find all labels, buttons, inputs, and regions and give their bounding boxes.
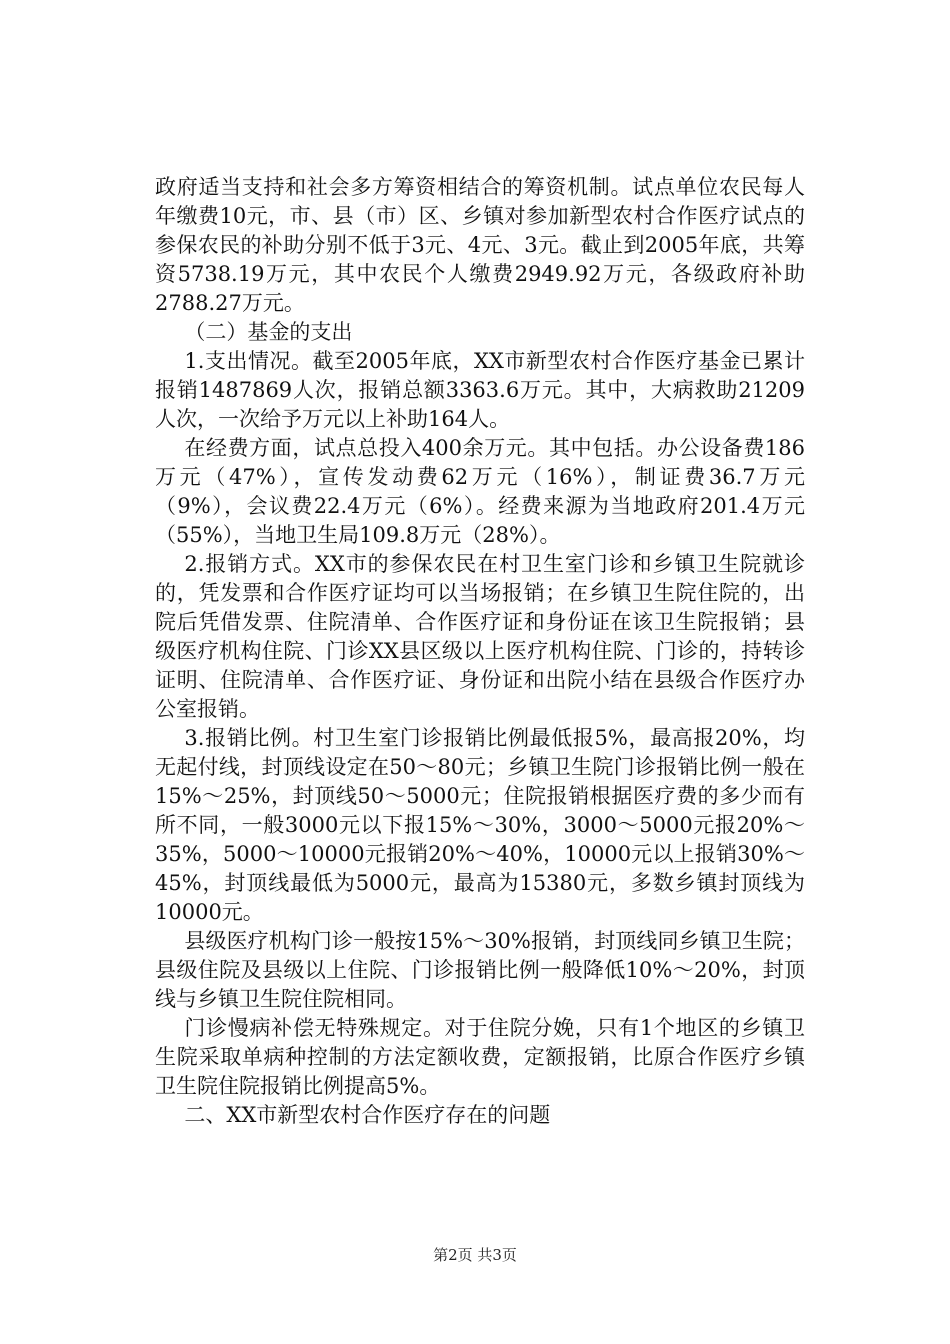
paragraph-funding-costs: 在经费方面，试点总投入400余万元。其中包括。办公设备费186万元（47%），宣传发动费62万元（16%），制证费36.7万元（9%），会议费22.4万元（6%）。经费来源为当地政府201.4万元（55%），当地卫生局109.8万元（28%）。 [155, 436, 805, 547]
paragraph-county-reimbursement: 县级医疗机构门诊一般按15%～30%报销，封顶线同乡镇卫生院；县级住院及县级以上住院、门诊报销比例一般降低10%～20%，封顶线与乡镇卫生院住院相同。 [155, 929, 805, 1011]
section-heading-fund-expenditure: （二）基金的支出 [184, 320, 353, 344]
paragraph-reimbursement-ratio: 3.报销比例。村卫生室门诊报销比例最低报5%，最高报20%，均无起付线，封顶线设定在50～80元；乡镇卫生院门诊报销比例一般在15%～25%，封顶线50～5000元；住院报销根据医疗费的多少而有所不同，一般3000元以下报15%～30%，3000～5000元报20%～35%，5000～10000元报销20%～40%，10000元以上报销30%～45%，封顶线最低为5000元，最高为15380元，多数乡镇封顶线为10000元。 [155, 726, 805, 924]
section-heading-problems: 二、XX市新型农村合作医疗存在的问题 [184, 1103, 551, 1127]
paragraph-expenditure-status: 1.支出情况。截至2005年底，XX市新型农村合作医疗基金已累计报销1487869人次，报销总额3363.6万元。其中，大病救助21209人次，一次给予万元以上补助164人。 [155, 349, 805, 431]
paragraph-reimbursement-method: 2.报销方式。XX市的参保农民在村卫生室门诊和乡镇卫生院就诊的，凭发票和合作医疗证均可以当场报销；在乡镇卫生院住院的，出院后凭借发票、住院清单、合作医疗证和身份证在该卫生院报销；县级医疗机构住院、门诊XX县区级以上医疗机构住院、门诊的，持转诊证明、住院清单、合作医疗证、身份证和出院小结在县级合作医疗办公室报销。 [155, 552, 805, 721]
paragraph-chronic-disease: 门诊慢病补偿无特殊规定。对于住院分娩，只有1个地区的乡镇卫生院采取单病种控制的方法定额收费，定额报销，比原合作医疗乡镇卫生院住院报销比例提高5%。 [155, 1016, 805, 1098]
body-text [155, 173, 805, 1130]
paragraph-funding-mechanism: 政府适当支持和社会多方筹资相结合的筹资机制。试点单位农民每人年缴费10元，市、县（市）区、乡镇对参加新型农村合作医疗试点的参保农民的补助分别不低于3元、4元、3元。截止到2005年底，共筹资5738.19万元，其中农民个人缴费2949.92万元，各级政府补助2788.27万元。 [155, 175, 805, 315]
page-footer: 第2页 共3页 [433, 1246, 517, 1264]
